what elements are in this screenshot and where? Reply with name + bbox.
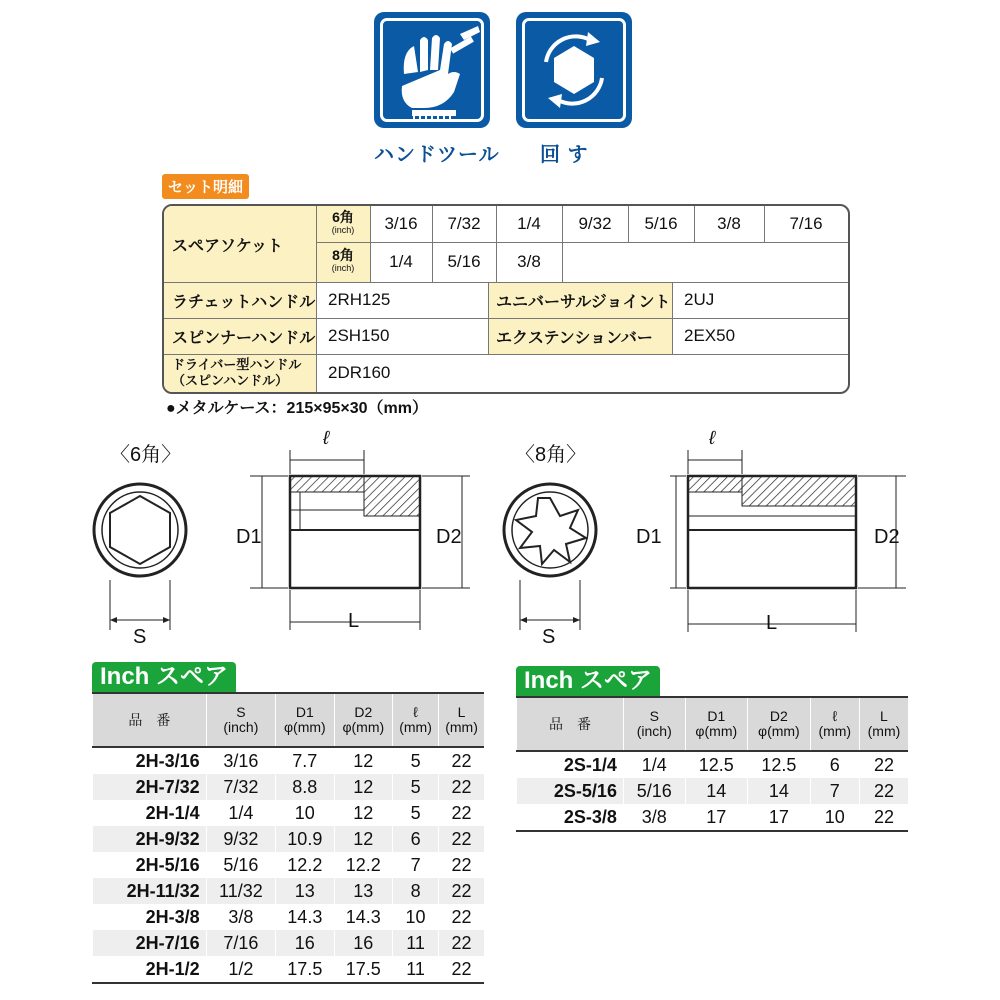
spec-value: 17 [685,804,748,831]
oct-spec-table [516,696,908,832]
spec-value: 1/2 [206,956,275,983]
socket-diagrams [0,440,1000,640]
spec-value: 10 [276,800,334,826]
spec-value: 14 [685,778,748,804]
spinner-value: 2SH150 [328,326,390,345]
table-row [93,852,485,878]
spec-value: 17.5 [276,956,334,983]
table-row [93,904,485,930]
hex-table-badge: Inch スペア [92,662,236,692]
column-header: L (mm) [859,697,908,751]
spec-value: 14.3 [334,904,392,930]
oct-label: 8角 (inch) [316,242,370,282]
spec-value: 7/32 [206,774,275,800]
spec-value: 13 [334,878,392,904]
driver-value: 2DR160 [328,363,391,382]
column-header: 品 番 [517,697,624,751]
spec-value: 7/16 [206,930,275,956]
spec-value: 5 [393,800,439,826]
table-row [93,774,485,800]
spec-value: 22 [439,956,484,983]
part-number: 2S-1/4 [517,751,624,778]
spec-value: 17.5 [334,956,392,983]
set-detail-table [162,204,850,394]
spare-socket-label: スペアソケット [164,206,316,282]
ratchet-label: ラチェットハンドル [164,282,316,318]
oct-L-label: L [766,612,778,634]
oct-table-badge: Inch スペア [516,666,660,696]
spec-value: 12.2 [276,852,334,878]
table-row [517,778,909,804]
part-number: 2S-5/16 [517,778,624,804]
spec-value: 1/4 [623,751,685,778]
hex-size: 3/16 [384,214,418,233]
table-row [517,804,909,831]
table-row [93,747,485,774]
column-header: D1 φ(mm) [685,697,748,751]
turn-label: 回 す [540,144,589,166]
part-number: 2H-9/32 [93,826,207,852]
spec-value: 6 [393,826,439,852]
spec-value: 11 [393,956,439,983]
part-number: 2H-1/2 [93,956,207,983]
oct-size: 1/4 [389,252,413,271]
spec-value: 5 [393,774,439,800]
hex-label: 6角 (inch) [316,206,370,242]
column-header: S (inch) [623,697,685,751]
hex-size: 1/4 [517,214,541,233]
hex-title: 〈6角〉 [110,444,182,466]
table-row [93,930,485,956]
hex-L-label: L [348,610,360,632]
driver-label: ドライバー型ハンドル （スピンハンドル） [164,354,316,392]
spec-value: 3/8 [206,904,275,930]
spec-value: 12 [334,800,392,826]
part-number: 2H-1/4 [93,800,207,826]
spec-value: 13 [276,878,334,904]
table-row [517,751,909,778]
spec-value: 5/16 [623,778,685,804]
spec-value: 1/4 [206,800,275,826]
oct-end-view [504,484,596,630]
spec-value: 11 [393,930,439,956]
ratchet-value: 2RH125 [328,290,391,309]
table-row [93,800,485,826]
spec-value: 22 [439,800,484,826]
part-number: 2S-3/8 [517,804,624,831]
hex-S-label: S [133,626,147,648]
spec-value: 5 [393,747,439,774]
spec-value: 12.5 [748,751,811,778]
spec-value: 12 [334,747,392,774]
spec-value: 7.7 [276,747,334,774]
spec-value: 14.3 [276,904,334,930]
table-row [93,878,485,904]
turn-icon [516,12,632,128]
spec-value: 22 [439,747,484,774]
spec-value: 10 [810,804,859,831]
column-header: D2 φ(mm) [748,697,811,751]
column-header: S (inch) [206,693,275,747]
spec-value: 12 [334,774,392,800]
oct-S-label: S [542,626,556,648]
hand-tool-icon [374,12,490,128]
hex-size: 7/32 [447,214,481,233]
spec-value: 16 [276,930,334,956]
spec-value: 3/16 [206,747,275,774]
hex-d1-label: D1 [236,526,262,548]
spec-value: 8.8 [276,774,334,800]
hex-size: 7/16 [789,214,823,233]
oct-l-label: ℓ [709,428,716,449]
spec-value: 7 [393,852,439,878]
spinner-label: スピンナーハンドル [164,318,316,354]
oct-d1-label: D1 [636,526,662,548]
oct-title: 〈8角〉 [515,444,587,466]
spec-value: 17 [748,804,811,831]
hex-table-header [93,693,485,747]
spec-value: 22 [439,878,484,904]
part-number: 2H-3/8 [93,904,207,930]
spec-value: 7 [810,778,859,804]
hex-l-label: ℓ [323,428,330,449]
column-header: ℓ (mm) [810,697,859,751]
spec-value: 12.5 [685,751,748,778]
hex-spec-table [92,692,484,984]
hand-tool-label: ハンドツール [374,144,500,166]
spec-value: 10 [393,904,439,930]
column-header: L (mm) [439,693,484,747]
spec-value: 12 [334,826,392,852]
oct-d2-label: D2 [874,526,900,548]
hex-end-view [94,484,186,630]
spec-value: 22 [859,751,908,778]
part-number: 2H-7/32 [93,774,207,800]
column-header: 品 番 [93,693,207,747]
metal-case-note: ●メタルケース：215×95×30（mm） [166,400,428,417]
table-row [93,826,485,852]
table-row [93,956,485,983]
part-number: 2H-7/16 [93,930,207,956]
set-detail-tag: セット明細 [162,174,249,199]
spec-value: 9/32 [206,826,275,852]
part-number: 2H-3/16 [93,747,207,774]
spec-value: 3/8 [623,804,685,831]
oct-table-header [517,697,909,751]
spec-value: 12.2 [334,852,392,878]
hex-size: 3/8 [717,214,741,233]
oct-size: 5/16 [447,252,481,271]
universal-value: 2UJ [684,290,715,309]
spec-value: 8 [393,878,439,904]
part-number: 2H-11/32 [93,878,207,904]
spec-value: 22 [439,930,484,956]
column-header: D1 φ(mm) [276,693,334,747]
spec-value: 22 [439,774,484,800]
spec-value: 22 [439,826,484,852]
oct-side-view [670,450,906,632]
part-number: 2H-5/16 [93,852,207,878]
universal-label: ユニバーサルジョイント [488,282,672,318]
oct-size: 3/8 [517,252,541,271]
column-header: D2 φ(mm) [334,693,392,747]
hex-size: 9/32 [578,214,612,233]
spec-value: 22 [439,852,484,878]
extension-value: 2EX50 [684,326,736,345]
spec-value: 22 [859,804,908,831]
column-header: ℓ (mm) [393,693,439,747]
spec-value: 16 [334,930,392,956]
hex-d2-label: D2 [436,526,462,548]
spec-value: 11/32 [206,878,275,904]
spec-value: 14 [748,778,811,804]
spec-value: 6 [810,751,859,778]
spec-value: 22 [439,904,484,930]
hex-size: 5/16 [644,214,678,233]
spec-value: 5/16 [206,852,275,878]
spec-value: 22 [859,778,908,804]
extension-label: エクステンションバー [488,318,672,354]
spec-value: 10.9 [276,826,334,852]
